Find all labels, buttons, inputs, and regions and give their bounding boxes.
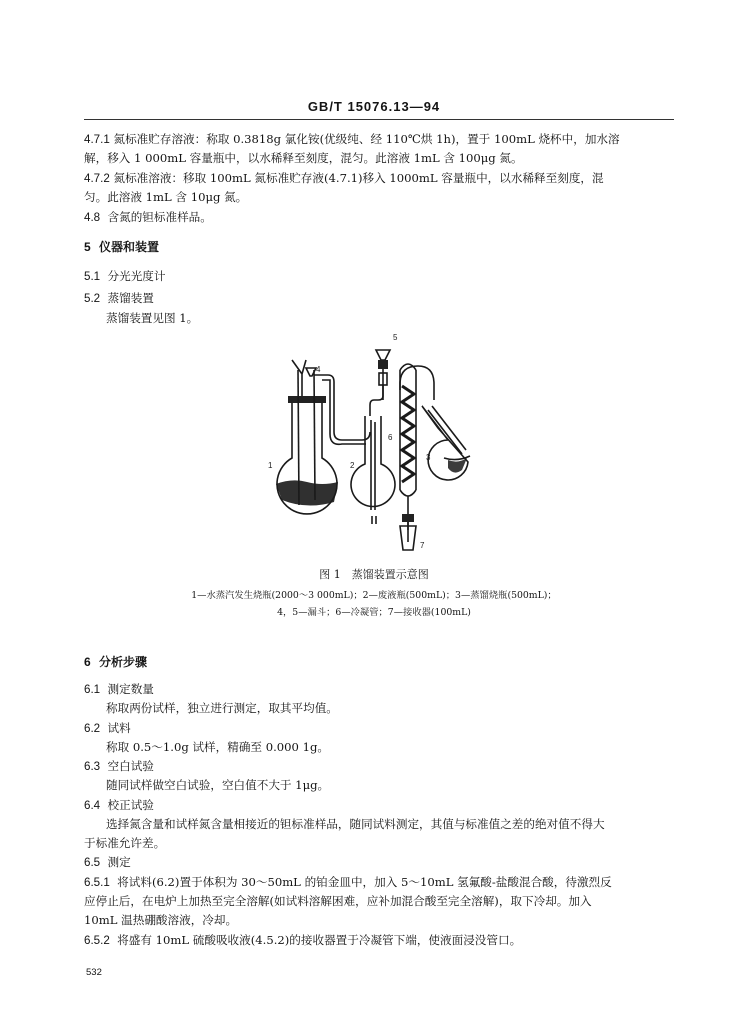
figure-legend-line-2: 4，5—漏斗；6—冷凝管；7—接收器(100mL) bbox=[277, 607, 471, 618]
reagent-4-7-2: 4.7.2 氮标准溶液：移取 100mL 氮标准贮存液(4.7.1)移入 1000mL 容量瓶中，以水稀释至刻度，混 bbox=[84, 171, 604, 185]
label-2: 2 bbox=[350, 461, 355, 470]
page-header: GB/T 15076.13—94 bbox=[307, 99, 441, 114]
label-3: 3 bbox=[426, 453, 431, 462]
header-rule bbox=[84, 119, 674, 120]
distillation-apparatus-figure bbox=[262, 330, 482, 556]
figure-reference: 蒸馏装置见图 1。 bbox=[106, 311, 199, 325]
reagent-4-7-1-cont: 解，移入 1 000mL 容量瓶中，以水稀释至刻度，混匀。此溶液 1mL 含 100μg 氮。 bbox=[84, 151, 523, 165]
item-5-2: 5.2 蒸馏装置 bbox=[84, 291, 154, 305]
step-6-5-1-cont-1: 应停止后，在电炉上加热至完全溶解(如试料溶解困难，应补加混合酸至完全溶解)，取下冷却。加入 bbox=[84, 894, 592, 908]
item-6-5-heading: 6.5 测定 bbox=[84, 855, 131, 869]
step-6-5-1-cont-2: 10mL 温热硼酸溶液，冷却。 bbox=[84, 913, 238, 927]
funnel-5 bbox=[376, 350, 390, 360]
figure-legend-line-1: 1—水蒸汽发生烧瓶(2000～3 000mL)；2—废液瓶(500mL)；3—蒸馏烧瓶(500mL)； bbox=[191, 590, 557, 601]
label-4: 4 bbox=[316, 365, 321, 374]
item-6-3-text: 随同试样做空白试验，空白值不大于 1μg。 bbox=[106, 778, 330, 792]
section-6-heading: 6 分析步骤 bbox=[84, 655, 148, 669]
item-6-4-heading: 6.4 校正试验 bbox=[84, 798, 154, 812]
item-6-4-text-cont: 于标准允许差。 bbox=[84, 836, 166, 850]
reagent-4-7-2-cont: 匀。此溶液 1mL 含 10μg 氮。 bbox=[84, 190, 248, 204]
item-6-1-heading: 6.1 测定数量 bbox=[84, 682, 154, 696]
item-6-2-heading: 6.2 试料 bbox=[84, 721, 131, 735]
step-6-5-2: 6.5.2 将盛有 10mL 硫酸吸收液(4.5.2)的接收器置于冷凝管下端，使液面浸没管口。 bbox=[84, 933, 522, 947]
label-5: 5 bbox=[393, 333, 398, 342]
reagent-4-7-1: 4.7.1 氮标准贮存溶液：称取 0.3818g 氯化铵(优级纯、经 110℃烘 1h)，置于 100mL 烧杯中，加水溶 bbox=[84, 132, 620, 146]
step-6-5-1: 6.5.1 将试料(6.2)置于体积为 30～50mL 的铂金皿中，加入 5～10mL 氢氟酸-盐酸混合酸，待激烈反 bbox=[84, 875, 612, 889]
item-5-1: 5.1 分光光度计 bbox=[84, 269, 166, 283]
label-7: 7 bbox=[420, 541, 425, 550]
figure-caption: 图 1 蒸馏装置示意图 bbox=[319, 568, 429, 581]
item-6-3-heading: 6.3 空白试验 bbox=[84, 759, 154, 773]
item-6-1-text: 称取两份试样，独立进行测定，取其平均值。 bbox=[106, 701, 338, 715]
item-6-2-text: 称取 0.5～1.0g 试样，精确至 0.000 1g。 bbox=[106, 740, 329, 754]
reagent-4-8: 4.8 含氮的钽标准样品。 bbox=[84, 210, 212, 224]
section-5-heading: 5 仪器和装置 bbox=[84, 240, 160, 254]
label-6: 6 bbox=[388, 433, 393, 442]
waste-bottle bbox=[351, 416, 395, 506]
page-number: 532 bbox=[86, 967, 102, 978]
item-6-4-text: 选择氮含量和试样氮含量相接近的钽标准样品，随同试料测定，其值与标准值之差的绝对值不得大 bbox=[106, 817, 605, 831]
label-1: 1 bbox=[268, 461, 273, 470]
